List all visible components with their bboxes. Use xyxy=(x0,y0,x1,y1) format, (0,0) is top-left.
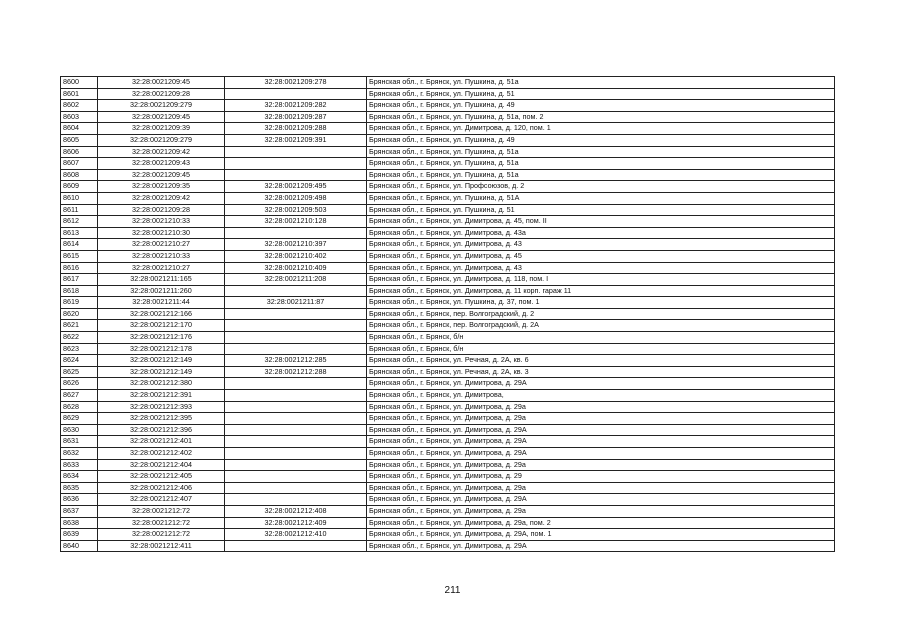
address-cell: Брянская обл., г. Брянск, ул. Димитрова, д. 29а xyxy=(367,482,835,494)
row-number-cell: 8607 xyxy=(61,158,98,170)
table-row xyxy=(61,471,835,483)
table-row xyxy=(61,378,835,390)
table-row xyxy=(61,297,835,309)
table-row xyxy=(61,216,835,228)
table-row xyxy=(61,100,835,112)
land-cadastral-number-cell: 32:28:0021212:404 xyxy=(98,459,225,471)
row-number-cell: 8600 xyxy=(61,77,98,89)
table-row xyxy=(61,274,835,286)
land-cadastral-number-cell: 32:28:0021209:279 xyxy=(98,134,225,146)
address-cell: Брянская обл., г. Брянск, ул. Димитрова, д. 29а xyxy=(367,505,835,517)
land-cadastral-number-cell: 32:28:0021209:45 xyxy=(98,77,225,89)
building-cadastral-number-cell xyxy=(225,436,367,448)
land-cadastral-number-cell: 32:28:0021212:393 xyxy=(98,401,225,413)
table-row xyxy=(61,390,835,402)
land-cadastral-number-cell: 32:28:0021212:402 xyxy=(98,448,225,460)
address-cell: Брянская обл., г. Брянск, ул. Димитрова, д. 29а xyxy=(367,459,835,471)
table-row xyxy=(61,158,835,170)
building-cadastral-number-cell: 32:28:0021209:503 xyxy=(225,204,367,216)
building-cadastral-number-cell: 32:28:0021212:409 xyxy=(225,517,367,529)
row-number-cell: 8624 xyxy=(61,355,98,367)
row-number-cell: 8609 xyxy=(61,181,98,193)
land-cadastral-number-cell: 32:28:0021211:165 xyxy=(98,274,225,286)
land-cadastral-number-cell: 32:28:0021209:35 xyxy=(98,181,225,193)
table-body xyxy=(61,77,835,552)
address-cell: Брянская обл., г. Брянск, ул. Димитрова, д. 29А xyxy=(367,436,835,448)
table-row xyxy=(61,436,835,448)
land-cadastral-number-cell: 32:28:0021212:411 xyxy=(98,540,225,552)
row-number-cell: 8601 xyxy=(61,88,98,100)
building-cadastral-number-cell xyxy=(225,227,367,239)
address-cell: Брянская обл., г. Брянск, ул. Димитрова, д. 29А xyxy=(367,540,835,552)
land-cadastral-number-cell: 32:28:0021210:30 xyxy=(98,227,225,239)
land-cadastral-number-cell: 32:28:0021212:178 xyxy=(98,343,225,355)
address-cell: Брянская обл., г. Брянск, ул. Димитрова, д. 43 xyxy=(367,262,835,274)
land-cadastral-number-cell: 32:28:0021212:72 xyxy=(98,505,225,517)
table-row xyxy=(61,123,835,135)
building-cadastral-number-cell: 32:28:0021210:402 xyxy=(225,250,367,262)
row-number-cell: 8637 xyxy=(61,505,98,517)
address-cell: Брянская обл., г. Брянск, ул. Пушкина, д. 51 xyxy=(367,204,835,216)
address-cell: Брянская обл., г. Брянск, ул. Речная, д. 2А, кв. 3 xyxy=(367,366,835,378)
row-number-cell: 8626 xyxy=(61,378,98,390)
land-cadastral-number-cell: 32:28:0021212:170 xyxy=(98,320,225,332)
address-cell: Брянская обл., г. Брянск, ул. Димитрова, д. 11 корп. гараж 11 xyxy=(367,285,835,297)
building-cadastral-number-cell xyxy=(225,401,367,413)
land-cadastral-number-cell: 32:28:0021212:176 xyxy=(98,332,225,344)
row-number-cell: 8629 xyxy=(61,413,98,425)
address-cell: Брянская обл., г. Брянск, ул. Пушкина, д. 51А xyxy=(367,192,835,204)
table-row xyxy=(61,494,835,506)
land-cadastral-number-cell: 32:28:0021212:166 xyxy=(98,308,225,320)
row-number-cell: 8606 xyxy=(61,146,98,158)
building-cadastral-number-cell: 32:28:0021211:208 xyxy=(225,274,367,286)
table-row xyxy=(61,146,835,158)
building-cadastral-number-cell xyxy=(225,448,367,460)
row-number-cell: 8616 xyxy=(61,262,98,274)
land-cadastral-number-cell: 32:28:0021212:72 xyxy=(98,517,225,529)
table-row xyxy=(61,285,835,297)
building-cadastral-number-cell: 32:28:0021210:397 xyxy=(225,239,367,251)
building-cadastral-number-cell xyxy=(225,169,367,181)
building-cadastral-number-cell xyxy=(225,459,367,471)
table-row xyxy=(61,366,835,378)
address-cell: Брянская обл., г. Брянск, ул. Пушкина, д. 51а xyxy=(367,169,835,181)
row-number-cell: 8632 xyxy=(61,448,98,460)
building-cadastral-number-cell: 32:28:0021212:288 xyxy=(225,366,367,378)
land-cadastral-number-cell: 32:28:0021211:44 xyxy=(98,297,225,309)
row-number-cell: 8617 xyxy=(61,274,98,286)
address-cell: Брянская обл., г. Брянск, пер. Волгоградский, д. 2А xyxy=(367,320,835,332)
address-cell: Брянская обл., г. Брянск, ул. Димитрова, д. 120, пом. 1 xyxy=(367,123,835,135)
land-cadastral-number-cell: 32:28:0021212:395 xyxy=(98,413,225,425)
row-number-cell: 8639 xyxy=(61,529,98,541)
address-cell: Брянская обл., г. Брянск, ул. Димитрова, д. 29 xyxy=(367,471,835,483)
table-row xyxy=(61,424,835,436)
address-cell: Брянская обл., г. Брянск, ул. Речная, д. 2А, кв. 6 xyxy=(367,355,835,367)
row-number-cell: 8610 xyxy=(61,192,98,204)
address-cell: Брянская обл., г. Брянск, ул. Димитрова, д. 29А, пом. 1 xyxy=(367,529,835,541)
address-cell: Брянская обл., г. Брянск, ул. Димитрова, д. 29а xyxy=(367,401,835,413)
row-number-cell: 8618 xyxy=(61,285,98,297)
address-cell: Брянская обл., г. Брянск, ул. Пушкина, д. 49 xyxy=(367,134,835,146)
building-cadastral-number-cell: 32:28:0021210:409 xyxy=(225,262,367,274)
address-cell: Брянская обл., г. Брянск, ул. Пушкина, д. 49 xyxy=(367,100,835,112)
row-number-cell: 8635 xyxy=(61,482,98,494)
row-number-cell: 8605 xyxy=(61,134,98,146)
building-cadastral-number-cell xyxy=(225,424,367,436)
table-row xyxy=(61,239,835,251)
land-cadastral-number-cell: 32:28:0021209:279 xyxy=(98,100,225,112)
land-cadastral-number-cell: 32:28:0021212:72 xyxy=(98,529,225,541)
row-number-cell: 8623 xyxy=(61,343,98,355)
address-cell: Брянская обл., г. Брянск, б/н xyxy=(367,343,835,355)
address-cell: Брянская обл., г. Брянск, ул. Пушкина, д. 37, пом. 1 xyxy=(367,297,835,309)
land-cadastral-number-cell: 32:28:0021212:391 xyxy=(98,390,225,402)
address-cell: Брянская обл., г. Брянск, б/н xyxy=(367,332,835,344)
address-cell: Брянская обл., г. Брянск, пер. Волгоградский, д. 2 xyxy=(367,308,835,320)
land-cadastral-number-cell: 32:28:0021209:45 xyxy=(98,169,225,181)
building-cadastral-number-cell: 32:28:0021209:287 xyxy=(225,111,367,123)
address-cell: Брянская обл., г. Брянск, ул. Пушкина, д. 51а xyxy=(367,158,835,170)
address-cell: Брянская обл., г. Брянск, ул. Димитрова, д. 45, пом. II xyxy=(367,216,835,228)
land-cadastral-number-cell: 32:28:0021209:39 xyxy=(98,123,225,135)
building-cadastral-number-cell: 32:28:0021211:87 xyxy=(225,297,367,309)
row-number-cell: 8615 xyxy=(61,250,98,262)
row-number-cell: 8638 xyxy=(61,517,98,529)
row-number-cell: 8636 xyxy=(61,494,98,506)
address-cell: Брянская обл., г. Брянск, ул. Димитрова, д. 43 xyxy=(367,239,835,251)
row-number-cell: 8628 xyxy=(61,401,98,413)
land-cadastral-number-cell: 32:28:0021212:406 xyxy=(98,482,225,494)
table-row xyxy=(61,355,835,367)
table-row xyxy=(61,77,835,89)
row-number-cell: 8613 xyxy=(61,227,98,239)
table-row xyxy=(61,482,835,494)
address-cell: Брянская обл., г. Брянск, ул. Димитрова, д. 43а xyxy=(367,227,835,239)
table-row xyxy=(61,505,835,517)
building-cadastral-number-cell xyxy=(225,482,367,494)
address-cell: Брянская обл., г. Брянск, ул. Димитрова, д. 118, пом. I xyxy=(367,274,835,286)
table-row xyxy=(61,517,835,529)
table-row xyxy=(61,227,835,239)
land-cadastral-number-cell: 32:28:0021209:45 xyxy=(98,111,225,123)
address-cell: Брянская обл., г. Брянск, ул. Пушкина, д. 51а xyxy=(367,146,835,158)
land-cadastral-number-cell: 32:28:0021212:149 xyxy=(98,355,225,367)
land-cadastral-number-cell: 32:28:0021210:33 xyxy=(98,250,225,262)
table-row xyxy=(61,343,835,355)
building-cadastral-number-cell xyxy=(225,540,367,552)
row-number-cell: 8630 xyxy=(61,424,98,436)
row-number-cell: 8631 xyxy=(61,436,98,448)
row-number-cell: 8627 xyxy=(61,390,98,402)
row-number-cell: 8621 xyxy=(61,320,98,332)
building-cadastral-number-cell xyxy=(225,146,367,158)
table-row xyxy=(61,459,835,471)
address-cell: Брянская обл., г. Брянск, ул. Пушкина, д. 51а, пом. 2 xyxy=(367,111,835,123)
row-number-cell: 8604 xyxy=(61,123,98,135)
address-cell: Брянская обл., г. Брянск, ул. Профсоюзов, д. 2 xyxy=(367,181,835,193)
address-cell: Брянская обл., г. Брянск, ул. Димитрова, д. 45 xyxy=(367,250,835,262)
row-number-cell: 8634 xyxy=(61,471,98,483)
building-cadastral-number-cell: 32:28:0021209:288 xyxy=(225,123,367,135)
land-cadastral-number-cell: 32:28:0021209:42 xyxy=(98,192,225,204)
land-cadastral-number-cell: 32:28:0021210:27 xyxy=(98,262,225,274)
table-row xyxy=(61,540,835,552)
building-cadastral-number-cell xyxy=(225,332,367,344)
building-cadastral-number-cell: 32:28:0021209:498 xyxy=(225,192,367,204)
land-cadastral-number-cell: 32:28:0021209:42 xyxy=(98,146,225,158)
table-row xyxy=(61,262,835,274)
land-cadastral-number-cell: 32:28:0021209:28 xyxy=(98,88,225,100)
row-number-cell: 8603 xyxy=(61,111,98,123)
land-cadastral-number-cell: 32:28:0021212:380 xyxy=(98,378,225,390)
building-cadastral-number-cell: 32:28:0021212:408 xyxy=(225,505,367,517)
table-row xyxy=(61,320,835,332)
land-cadastral-number-cell: 32:28:0021209:28 xyxy=(98,204,225,216)
building-cadastral-number-cell xyxy=(225,390,367,402)
land-cadastral-number-cell: 32:28:0021212:407 xyxy=(98,494,225,506)
land-cadastral-number-cell: 32:28:0021212:401 xyxy=(98,436,225,448)
row-number-cell: 8608 xyxy=(61,169,98,181)
table-row xyxy=(61,192,835,204)
table-row xyxy=(61,111,835,123)
table-row xyxy=(61,308,835,320)
building-cadastral-number-cell: 32:28:0021209:391 xyxy=(225,134,367,146)
land-cadastral-number-cell: 32:28:0021210:33 xyxy=(98,216,225,228)
land-cadastral-number-cell: 32:28:0021212:149 xyxy=(98,366,225,378)
building-cadastral-number-cell: 32:28:0021212:285 xyxy=(225,355,367,367)
land-cadastral-number-cell: 32:28:0021211:260 xyxy=(98,285,225,297)
building-cadastral-number-cell xyxy=(225,343,367,355)
table-row xyxy=(61,401,835,413)
row-number-cell: 8625 xyxy=(61,366,98,378)
address-cell: Брянская обл., г. Брянск, ул. Димитрова, д. 29А xyxy=(367,448,835,460)
building-cadastral-number-cell xyxy=(225,285,367,297)
table-row xyxy=(61,88,835,100)
address-cell: Брянская обл., г. Брянск, ул. Димитрова, д. 29а, пом. 2 xyxy=(367,517,835,529)
land-cadastral-number-cell: 32:28:0021209:43 xyxy=(98,158,225,170)
row-number-cell: 8619 xyxy=(61,297,98,309)
table-row xyxy=(61,169,835,181)
row-number-cell: 8602 xyxy=(61,100,98,112)
table-row xyxy=(61,250,835,262)
table-row xyxy=(61,134,835,146)
building-cadastral-number-cell xyxy=(225,378,367,390)
building-cadastral-number-cell xyxy=(225,471,367,483)
address-cell: Брянская обл., г. Брянск, ул. Димитрова, д. 29А xyxy=(367,494,835,506)
row-number-cell: 8622 xyxy=(61,332,98,344)
land-cadastral-number-cell: 32:28:0021212:405 xyxy=(98,471,225,483)
address-cell: Брянская обл., г. Брянск, ул. Димитрова, xyxy=(367,390,835,402)
address-cell: Брянская обл., г. Брянск, ул. Пушкина, д. 51а xyxy=(367,77,835,89)
land-cadastral-number-cell: 32:28:0021212:396 xyxy=(98,424,225,436)
row-number-cell: 8620 xyxy=(61,308,98,320)
building-cadastral-number-cell: 32:28:0021209:278 xyxy=(225,77,367,89)
address-cell: Брянская обл., г. Брянск, ул. Димитрова, д. 29А xyxy=(367,424,835,436)
address-cell: Брянская обл., г. Брянск, ул. Пушкина, д. 51 xyxy=(367,88,835,100)
address-cell: Брянская обл., г. Брянск, ул. Димитрова, д. 29А xyxy=(367,378,835,390)
row-number-cell: 8611 xyxy=(61,204,98,216)
table-row xyxy=(61,448,835,460)
building-cadastral-number-cell: 32:28:0021212:410 xyxy=(225,529,367,541)
cadastral-table xyxy=(60,76,835,552)
building-cadastral-number-cell xyxy=(225,88,367,100)
table-row xyxy=(61,181,835,193)
address-cell: Брянская обл., г. Брянск, ул. Димитрова, д. 29а xyxy=(367,413,835,425)
building-cadastral-number-cell: 32:28:0021209:495 xyxy=(225,181,367,193)
page-number: 211 xyxy=(444,585,461,596)
building-cadastral-number-cell xyxy=(225,494,367,506)
table-row xyxy=(61,529,835,541)
land-cadastral-number-cell: 32:28:0021210:27 xyxy=(98,239,225,251)
table-row xyxy=(61,204,835,216)
table-row xyxy=(61,413,835,425)
building-cadastral-number-cell: 32:28:0021210:128 xyxy=(225,216,367,228)
row-number-cell: 8633 xyxy=(61,459,98,471)
building-cadastral-number-cell xyxy=(225,308,367,320)
building-cadastral-number-cell: 32:28:0021209:282 xyxy=(225,100,367,112)
row-number-cell: 8614 xyxy=(61,239,98,251)
building-cadastral-number-cell xyxy=(225,158,367,170)
row-number-cell: 8612 xyxy=(61,216,98,228)
building-cadastral-number-cell xyxy=(225,320,367,332)
building-cadastral-number-cell xyxy=(225,413,367,425)
row-number-cell: 8640 xyxy=(61,540,98,552)
table-row xyxy=(61,332,835,344)
